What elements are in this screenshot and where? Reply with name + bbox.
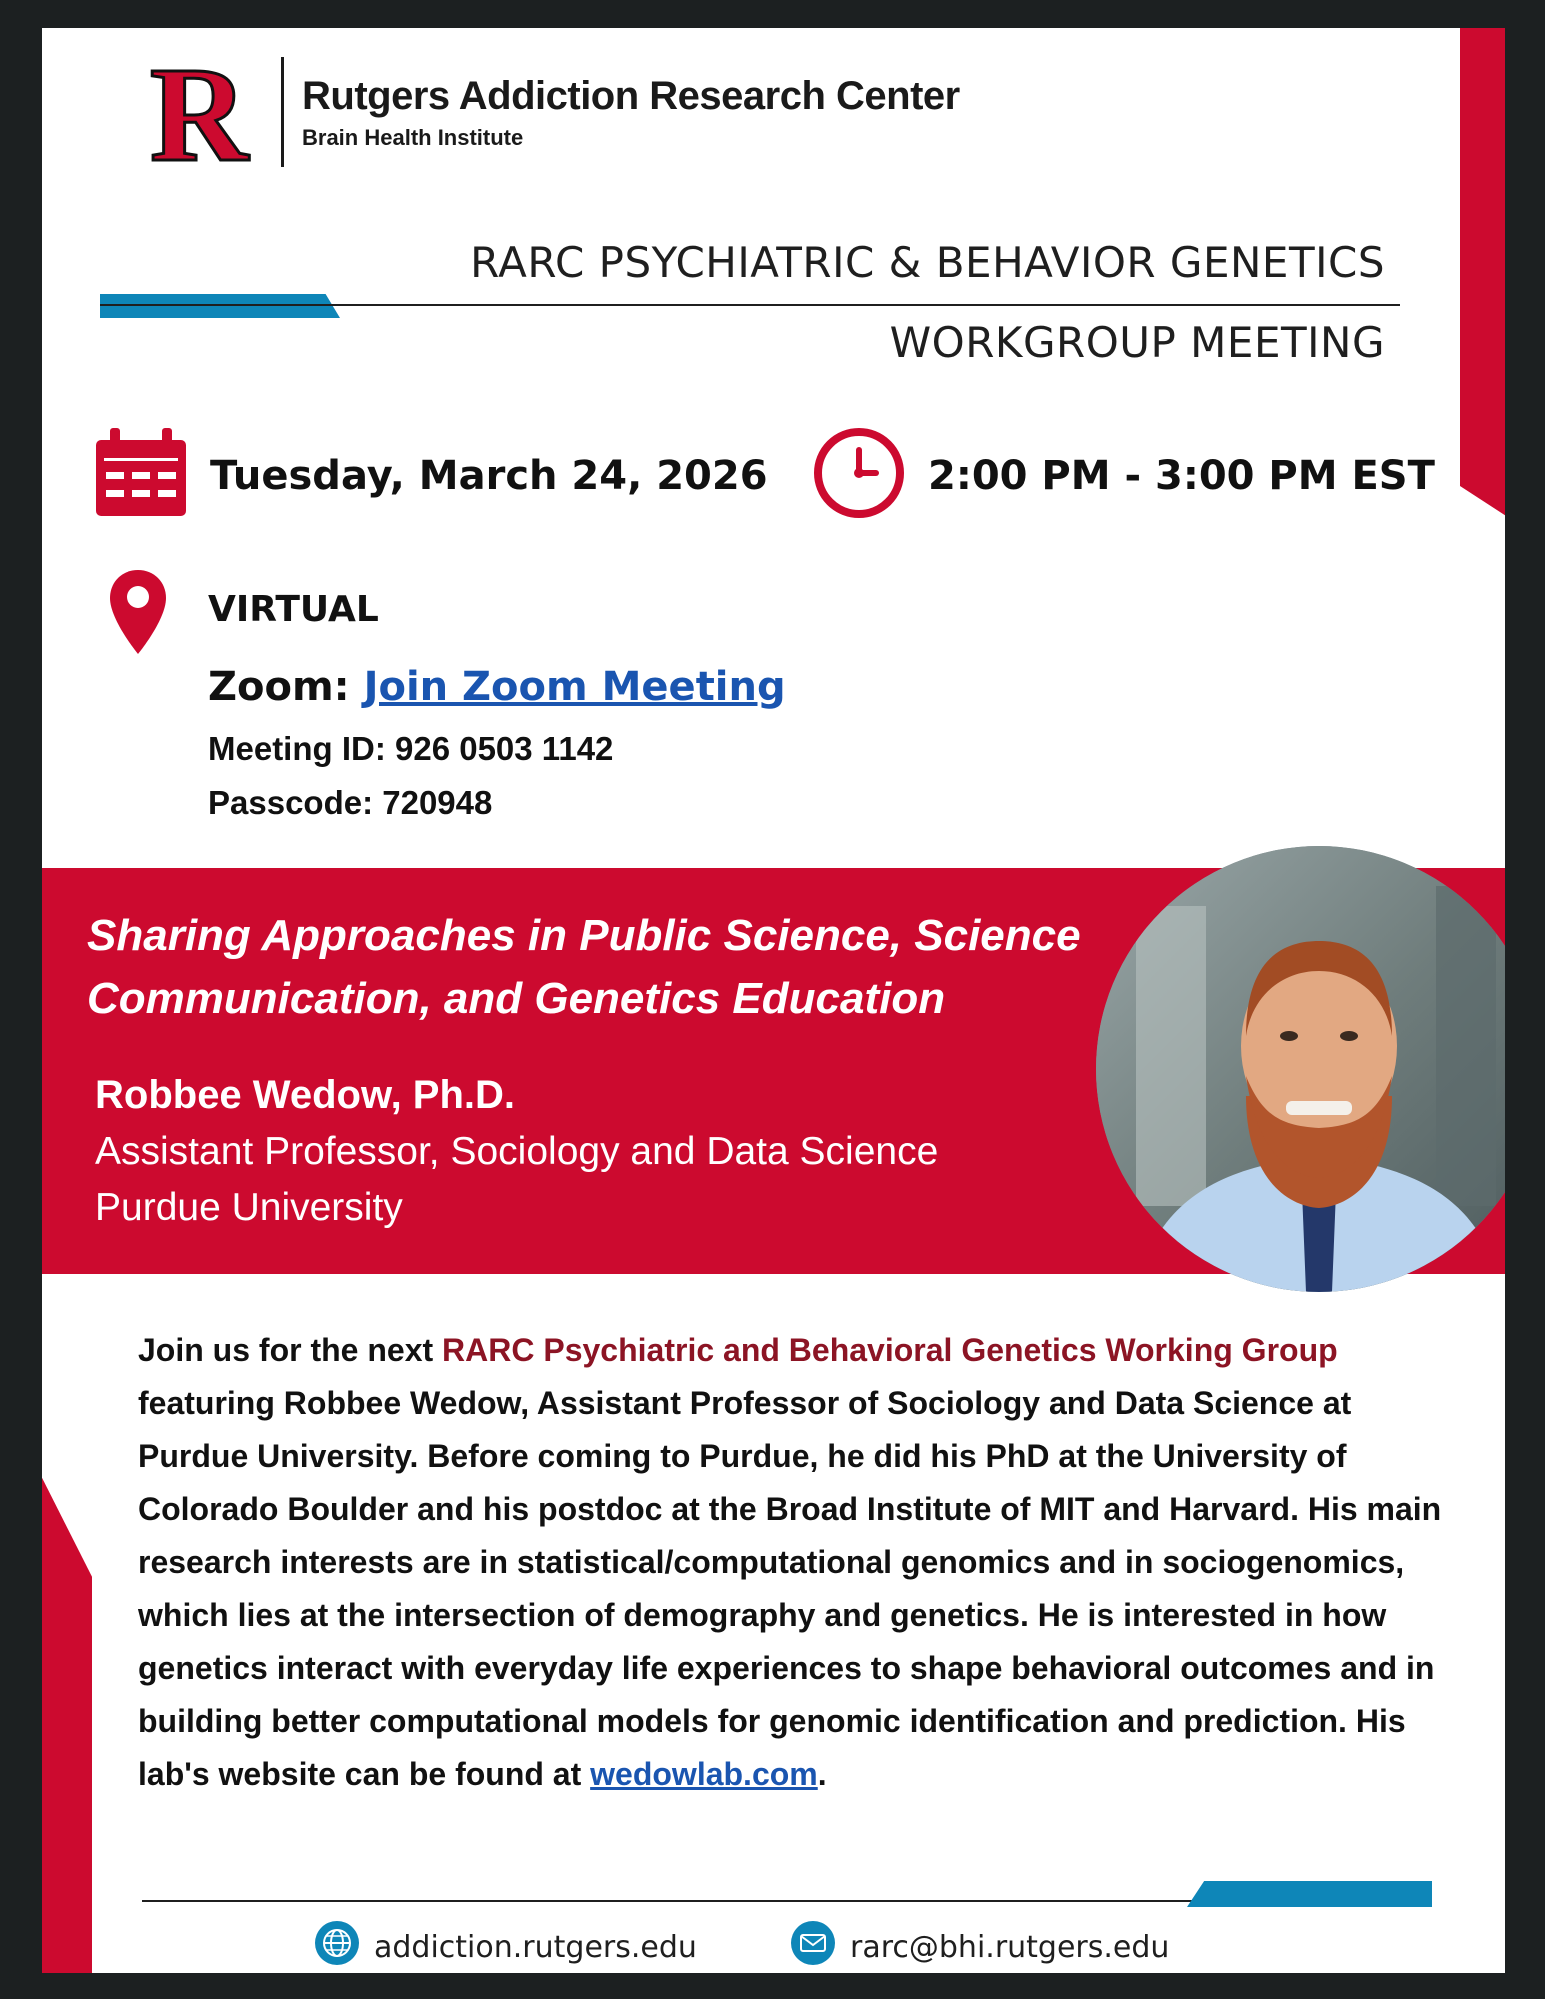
speaker-name: Robbee Wedow, Ph.D. — [95, 1073, 516, 1117]
flyer-page — [42, 28, 1505, 1973]
event-location: VIRTUAL — [208, 589, 379, 630]
description-intro: Join us for the next — [138, 1332, 443, 1368]
rutgers-r-logo-icon — [137, 56, 261, 168]
wedowlab-link[interactable]: wedowlab.com — [590, 1756, 818, 1792]
talk-title: Sharing Approaches in Public Science, Science Communication, and Genetics Education — [87, 911, 1081, 1023]
clock-icon — [812, 426, 906, 525]
speaker-org: Purdue University — [95, 1186, 403, 1229]
footer-rule — [142, 1900, 1322, 1902]
location-pin-icon — [108, 568, 168, 661]
join-zoom-link[interactable]: Join Zoom Meeting — [363, 664, 786, 710]
email-text[interactable]: rarc@bhi.rutgers.edu — [850, 1929, 1170, 1965]
meeting-id: Meeting ID: 926 0503 1142 — [208, 730, 614, 767]
org-subtitle: Brain Health Institute — [302, 124, 524, 150]
svg-text:R: R — [149, 56, 249, 168]
website-text[interactable]: addiction.rutgers.edu — [374, 1929, 697, 1965]
event-description — [138, 1324, 1458, 1801]
footer-email[interactable] — [790, 1920, 1169, 1973]
mail-icon — [790, 1920, 836, 1973]
footer-website[interactable] — [314, 1920, 697, 1973]
description-body: featuring Robbee Wedow, Assistant Professor of Sociology and Data Science at Purdue University. Before coming to Purdue, he did his PhD at the University of Colorado Boulder and his postdoc at the Broad Institute of MIT and Harvard. His main research interests are in statistical/computational genomics and in sociogenomics, which lies at the intersection of demography and genetics. He is interested in how genetics interact with everyday life experiences to shape behavioral outcomes and in building better computational models for genomic identification and prediction. His lab's website can be found at — [138, 1385, 1442, 1792]
logo-divider — [281, 57, 284, 167]
event-title-line2: WORKGROUP MEETING — [889, 318, 1385, 367]
date-row — [94, 428, 768, 523]
zoom-line — [208, 664, 786, 710]
org-name: Rutgers Addiction Research Center — [302, 73, 960, 118]
corner-red-shape-bottom — [42, 1458, 92, 1973]
event-time: 2:00 PM - 3:00 PM EST — [928, 452, 1435, 499]
title-rule — [100, 304, 1400, 306]
calendar-icon — [94, 428, 188, 523]
zoom-label: Zoom: — [208, 664, 364, 710]
event-title-line1: RARC PSYCHIATRIC & BEHAVIOR GENETICS — [470, 238, 1385, 287]
working-group-highlight: RARC Psychiatric and Behavioral Genetics Working Group — [442, 1332, 1338, 1368]
rutgers-logo — [137, 56, 960, 168]
title-accent-bar — [100, 294, 340, 318]
corner-red-shape — [1460, 28, 1505, 538]
speaker-role: Assistant Professor, Sociology and Data Science — [95, 1130, 939, 1173]
event-date: Tuesday, March 24, 2026 — [210, 452, 768, 499]
description-end: . — [817, 1756, 827, 1792]
footer-accent-bar — [1187, 1881, 1432, 1907]
globe-icon — [314, 1920, 360, 1973]
passcode: Passcode: 720948 — [208, 784, 493, 821]
time-row — [812, 426, 1435, 525]
